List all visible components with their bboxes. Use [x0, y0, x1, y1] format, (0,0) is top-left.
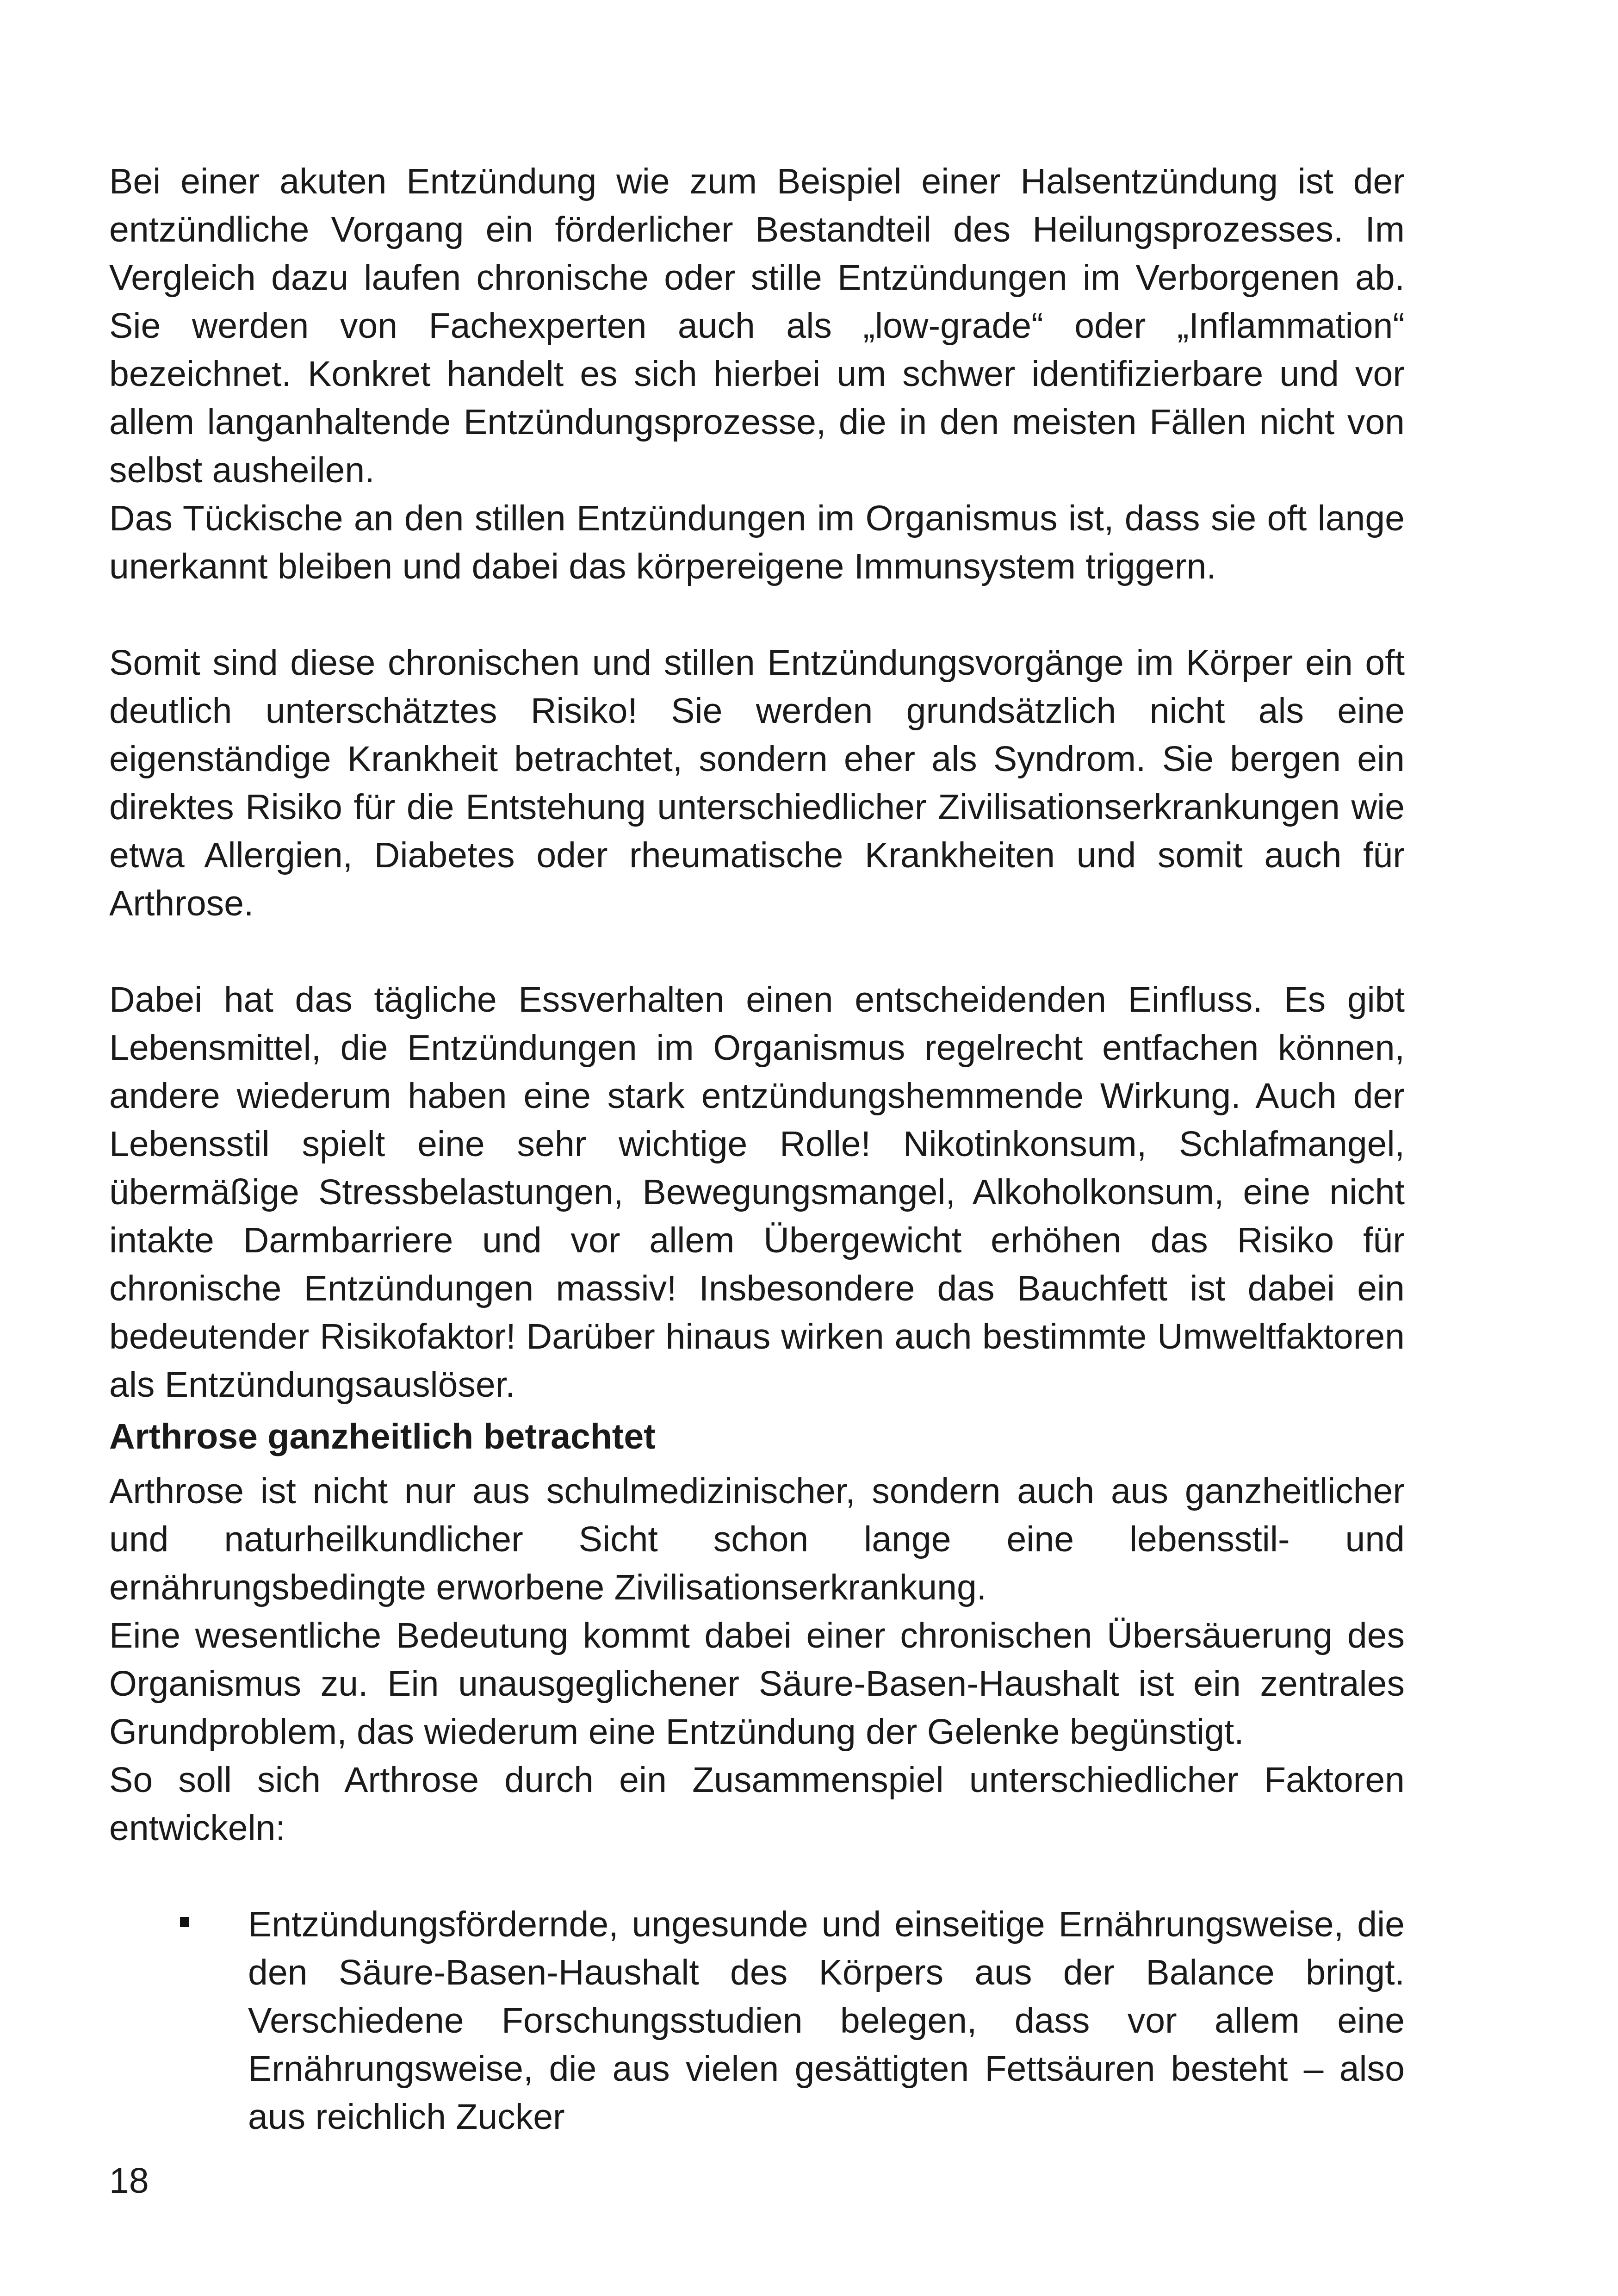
paragraph-spacer — [109, 591, 1405, 639]
paragraph-holistic-view: Arthrose ist nicht nur aus schulmedizinischer, sondern auch aus ganzheitlicher und naturheilkundlicher Sicht schon lange eine lebensstil- und ernährungsbedingte erworbene Zivilisationserkrankung. — [109, 1471, 1405, 1607]
paragraph-factors-intro: So soll sich Arthrose durch ein Zusammenspiel unterschiedlicher Faktoren entwickeln: — [109, 1760, 1405, 1848]
list-item — [109, 1900, 1405, 2141]
section-heading: Arthrose ganzheitlich betrachtet — [109, 1417, 656, 1456]
list-item-text: Entzündungsfördernde, ungesunde und einseitige Ernährungsweise, die den Säure-Basen-Haushalt des Körpers aus der Balance bringt. Verschiedene Forschungsstudien belegen, dass vor allem eine Ernährungsweise, die aus vielen gesättigten Fettsäuren besteht – also aus reichlich Zucker — [248, 1904, 1405, 2137]
square-bullet-icon — [180, 1917, 189, 1927]
paragraph-underestimated-risk: Somit sind diese chronischen und stillen Entzündungsvorgänge im Körper ein oft deutlich unterschätztes Risiko! Sie werden grundsätzlich nicht als eine eigenständige Krankheit betrachtet, sondern eher als Syndrom. Sie bergen ein direktes Risiko für die Entstehung unterschiedlicher Zivilisationserkrankungen wie etwa Allergien, Diabetes oder rheumatische Krankheiten und somit auch für Arthrose. — [109, 643, 1405, 923]
paragraph-eating-behaviour: Dabei hat das tägliche Essverhalten einen entscheidenden Einfluss. Es gibt Lebensmittel, die Entzündungen im Organismus regelrecht entfachen können, andere wiederum haben eine stark entzündungshemmende Wirkung. Auch der Lebensstil spielt eine sehr wichtige Rolle! Nikotinkonsum, Schlafmangel, übermäßige Stressbelastungen, Bewegungsmangel, Alkoholkonsum, eine nicht intakte Darmbarriere und vor allem Übergewicht erhöhen das Risiko für chronische Entzündungen massiv! Insbesondere das Bauchfett ist dabei ein bedeutender Risikofaktor! Darüber hinaus wirken auch bestimmte Umweltfaktoren als Entzündungsauslöser. — [109, 980, 1405, 1405]
page-number: 18 — [109, 2161, 149, 2201]
paragraph-acidification: Eine wesentliche Bedeutung kommt dabei einer chronischen Übersäuerung des Organismus zu. Ein unausgeglichener Säure-Basen-Haushalt ist ein zentrales Grundproblem, das wiederum eine Entzündung der Gelenke begünstigt. — [109, 1616, 1405, 1752]
paragraph-acute-inflammation: Bei einer akuten Entzündung wie zum Beispiel einer Halsentzündung ist der entzündliche Vorgang ein förderlicher Bestandteil des Heilungsprozesses. Im Vergleich dazu laufen chronische oder stille Entzündungen im Verborgenen ab. Sie werden von Fachexperten auch als „low-grade“ oder „Inflammation“ bezeichnet. Konkret handelt es sich hierbei um schwer identifizierbare und vor allem langanhaltende Entzündungsprozesse, die in den meisten Fällen nicht von selbst ausheilen. — [109, 162, 1405, 490]
factor-list — [109, 1900, 1405, 2141]
paragraph-silent-inflammation: Das Tückische an den stillen Entzündungen im Organismus ist, dass sie oft lange unerkannt bleiben und dabei das körpereigene Immunsystem triggern. — [109, 498, 1405, 586]
paragraph-spacer — [109, 927, 1405, 976]
text-column — [109, 157, 1405, 2141]
